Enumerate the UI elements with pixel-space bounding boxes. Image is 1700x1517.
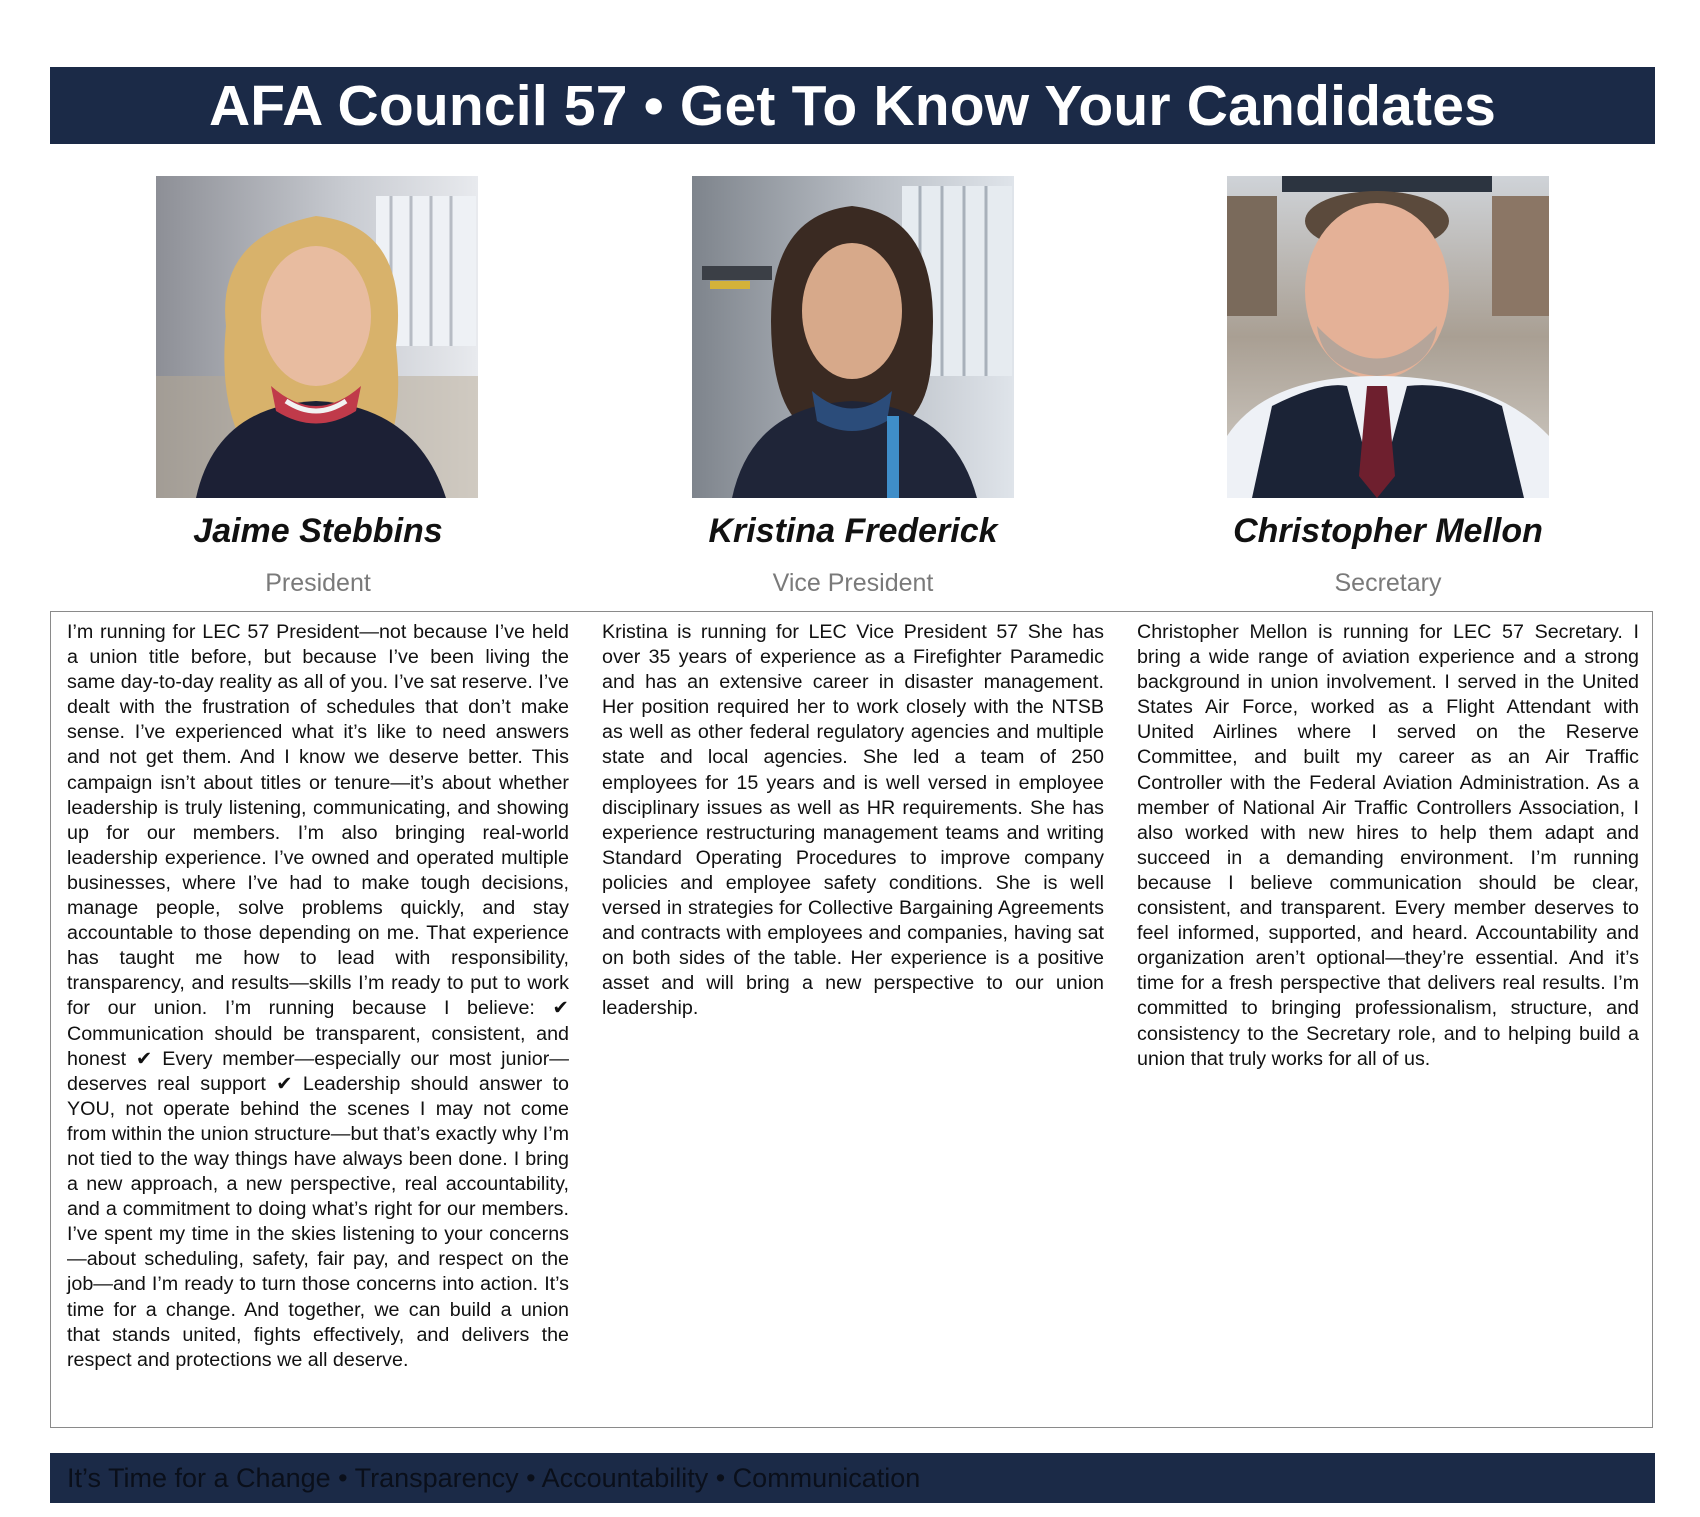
candidate-bios-box — [50, 611, 1653, 1428]
candidate-role-secretary: Secretary — [1334, 569, 1442, 597]
candidate-name-president: Jaime Stebbins — [193, 512, 443, 550]
footer-tagline: It’s Time for a Change • Transparency • Accountability • Communication — [67, 1462, 921, 1493]
candidate-name-secretary: Christopher Mellon — [1233, 512, 1543, 550]
candidate-bio-vice-president: Kristina is running for LEC Vice President 57 She has over 35 years of experience as a Firefighter Paramedic and has an extensive career in disaster management. Her position required her to work closely with the NTSB as well as other federal regulatory agencies and multiple state and local agencies. She led a team of 250 employees for 15 years and is well versed in employee disciplinary issues as well as HR requirements. She has experience restructuring management teams and writing Standard Operating Procedures to improve company policies and employee safety conditions. She is well versed in strategies for Collective Bargaining Agreements and contracts with employees and companies, having sat on both sides of the table. Her experience is a positive asset and will bring a new perspective to our union leadership. — [602, 621, 1104, 1020]
candidate-photo-president — [156, 176, 478, 498]
header-banner — [50, 67, 1655, 144]
candidate-bio-secretary: Christopher Mellon is running for LEC 57 Secretary. I bring a wide range of aviation experience and a strong background in union involvement. I served in the United States Air Force, worked as a Flight Attendant with United Airlines where I served on the Reserve Committee, and built my career as an Air Traffic Controller with the Federal Aviation Administration. As a member of National Air Traffic Controllers Association, I also worked with new hires to help them adapt and succeed in a demanding environment. I’m running because I believe communication should be clear, consistent, and transparent. Every member deserves to feel informed, supported, and heard. Accountability and organization aren’t optional—they’re essential. And it’s time for a fresh perspective that delivers real results. I’m committed to bringing professionalism, structure, and consistency to the Secretary role, and to helping build a union that truly works for all of us. — [1137, 621, 1639, 1070]
candidate-role-vice-president: Vice President — [772, 569, 934, 597]
candidate-name-vice-president: Kristina Frederick — [708, 512, 998, 550]
page-title: AFA Council 57 • Get To Know Your Candidates — [208, 73, 1497, 138]
footer-banner — [50, 1453, 1655, 1503]
candidate-photo-vice-president — [692, 176, 1014, 498]
candidate-role-president: President — [265, 569, 371, 597]
candidate-photo-secretary — [1227, 176, 1549, 498]
candidate-bio-president: I’m running for LEC 57 President—not because I’ve held a union title before, but because I’ve been living the same day-to-day reality as all of you. I’ve sat reserve. I’ve dealt with the frustration of schedules that don’t make sense. I’ve experienced what it’s like to need answers and not get them. And I know we deserve better. This campaign isn’t about titles or tenure—it’s about whether leadership is truly listening, communicating, and showing up for our members. I’m also bringing real-world leadership experience. I’ve owned and operated multiple businesses, where I’ve had to make tough decisions, manage people, solve problems quickly, and stay accountable to those depending on me. That experience has taught me how to lead with responsibility, transparency, and results—skills I’m ready to put to work for our union. I’m running because I believe: ✔ Communication should be transparent, consistent, and honest ✔ Every member—especially our most junior—deserves real support ✔ Leadership should answer to YOU, not operate behind the scenes I may not come from within the union structure—but that’s exactly why I’m not tied to the way things have always been done. I bring a new approach, a new perspective, real accountability, and a commitment to doing what’s right for our members. I’ve spent my time in the skies listening to your concerns—about scheduling, safety, fair pay, and respect on the job—and I’m ready to turn those concerns into action. It’s time for a change. And together, we can build a union that stands united, fights effectively, and delivers the respect and protections we all deserve. — [67, 621, 569, 1371]
